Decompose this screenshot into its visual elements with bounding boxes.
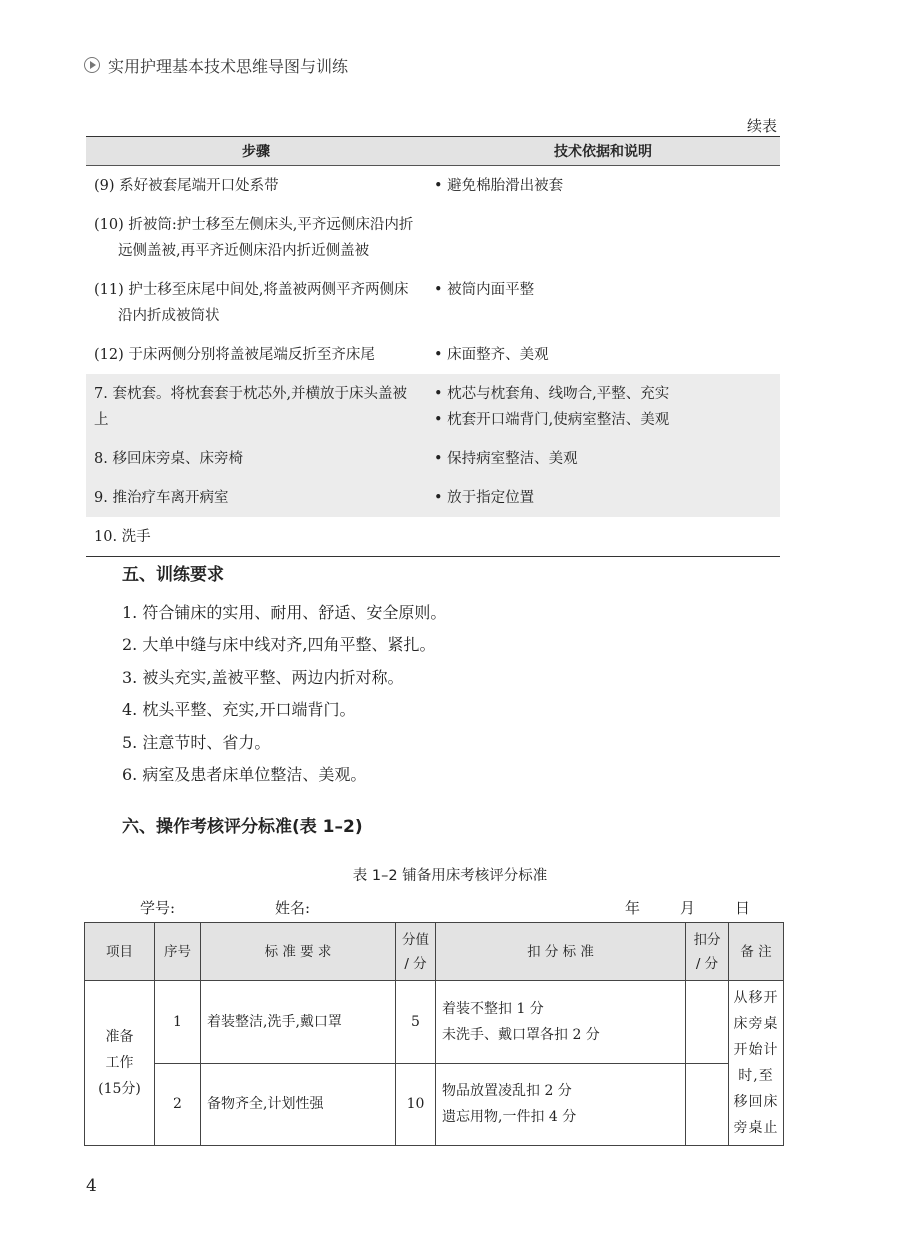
header-score-line1: 分值 [402, 931, 429, 948]
deduction-line: 遗忘用物,一件扣 4 分 [442, 1109, 577, 1126]
score-cell: 5 [396, 981, 436, 1064]
table-row [86, 205, 780, 270]
name-label: 姓名: [275, 899, 311, 917]
header-deduct-line1: 扣分 [693, 931, 721, 948]
table-row [86, 270, 780, 335]
list-item: 5. 注意节时、省力。 [122, 732, 271, 752]
continued-label: 续表 [746, 117, 777, 135]
year-label: 年 [625, 899, 641, 917]
table-row [86, 166, 780, 206]
header-seq: 序号 [155, 923, 201, 981]
group-cell [85, 981, 155, 1146]
deduction-line: 着装不整扣 1 分 [442, 1000, 544, 1017]
note-text: • 放于指定位置 [434, 485, 774, 511]
header-item: 项目 [85, 923, 155, 981]
section-6-heading: 六、操作考核评分标准(表 1–2) [122, 817, 363, 837]
deduct-input-cell[interactable] [686, 1063, 729, 1146]
header-score-line2: / 分 [404, 955, 427, 972]
deduction-line: 物品放置凌乱扣 2 分 [442, 1083, 572, 1100]
page-number: 4 [86, 1176, 97, 1196]
note-text: • 避免棉胎滑出被套 [434, 173, 774, 199]
day-label: 日 [735, 899, 751, 917]
column-header-notes: 技术依据和说明 [426, 137, 780, 166]
header-deduct [686, 923, 729, 981]
seq-cell: 2 [155, 1063, 201, 1146]
group-name-line1: 准备 [105, 1029, 134, 1045]
step-text: (10) 折被筒:护士移至左侧床头,平齐远侧床沿内折远侧盖被,再平齐近侧床沿内折近侧盖被 [94, 217, 414, 259]
standard-cell: 着装整洁,洗手,戴口罩 [201, 981, 396, 1064]
running-header [84, 52, 348, 78]
table-row [85, 1063, 784, 1146]
student-id-label: 学号: [140, 899, 176, 917]
list-item: 6. 病室及患者床单位整洁、美观。 [122, 764, 367, 784]
step-text: (12) 于床两侧分别将盖被尾端反折至齐床尾 [94, 347, 375, 363]
table-row [86, 439, 780, 478]
note-text: • 枕套开口端背门,使病室整洁、美观 [434, 407, 774, 433]
list-item: 2. 大单中缝与床中线对齐,四角平整、紧扎。 [122, 635, 436, 655]
deduct-input-cell[interactable] [686, 981, 729, 1064]
header-remarks: 备 注 [729, 923, 784, 981]
standard-cell: 备物齐全,计划性强 [201, 1063, 396, 1146]
note-text: • 保持病室整洁、美观 [434, 446, 774, 472]
month-label: 月 [680, 899, 696, 917]
step-text: 9. 推治疗车离开病室 [94, 490, 229, 506]
deduction-cell [436, 981, 686, 1064]
step-text: (9) 系好被套尾端开口处系带 [94, 178, 279, 194]
table-row [86, 478, 780, 517]
header-standard: 标 准 要 求 [201, 923, 396, 981]
header-deduct-line2: / 分 [695, 955, 719, 972]
section-5-heading: 五、训练要求 [122, 565, 224, 585]
group-score: (15分) [98, 1081, 141, 1097]
header-deduction-standard: 扣 分 标 准 [436, 923, 686, 981]
play-circle-icon [84, 57, 100, 73]
list-item: 1. 符合铺床的实用、耐用、舒适、安全原则。 [122, 603, 447, 622]
training-requirements-list [122, 597, 446, 791]
scoring-table [84, 922, 784, 1146]
seq-cell: 1 [155, 981, 201, 1064]
step-text: (11) 护士移至床尾中间处,将盖被两侧平齐两侧床沿内折成被筒状 [94, 282, 409, 324]
table-row [86, 517, 780, 557]
step-text: 10. 洗手 [94, 529, 151, 545]
list-item: 3. 被头充实,盖被平整、两边内折对称。 [122, 667, 404, 687]
step-text: 7. 套枕套。将枕套套于枕芯外,并横放于床头盖被上 [94, 386, 408, 428]
book-title: 实用护理基本技术思维导图与训练 [108, 56, 349, 76]
header-score [396, 923, 436, 981]
deduction-cell [436, 1063, 686, 1146]
deduction-line: 未洗手、戴口罩各扣 2 分 [442, 1026, 600, 1043]
table-row [86, 335, 780, 374]
table-row [85, 981, 784, 1064]
note-text: • 枕芯与枕套角、线吻合,平整、充实 [434, 381, 774, 407]
step-text: 8. 移回床旁桌、床旁椅 [94, 451, 243, 467]
steps-table [86, 136, 780, 557]
note-text: • 被筒内面平整 [434, 277, 774, 303]
group-name-line2: 工作 [105, 1055, 134, 1071]
table-row [86, 374, 780, 439]
list-item: 4. 枕头平整、充实,开口端背门。 [122, 700, 356, 720]
remarks-cell: 从移开床旁桌开始计时,至移回床旁桌止 [729, 981, 784, 1146]
table-caption: 表 1–2 铺备用床考核评分标准 [352, 868, 548, 884]
column-header-steps: 步骤 [86, 137, 426, 166]
score-cell: 10 [396, 1063, 436, 1146]
note-text: • 床面整齐、美观 [434, 342, 774, 368]
